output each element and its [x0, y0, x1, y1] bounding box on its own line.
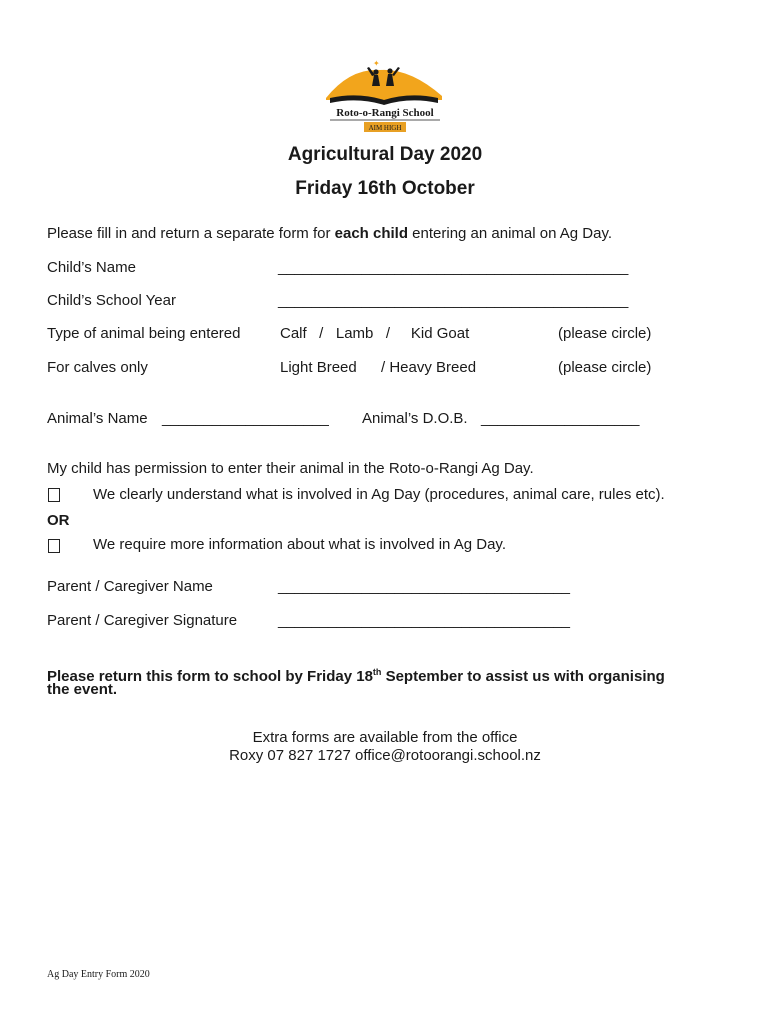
return-note-line1 — [47, 663, 665, 686]
more-info-option-text: We require more information about what is involved in Ag Day. — [93, 536, 506, 553]
breed-heavy-option[interactable]: / Heavy Breed — [381, 359, 477, 376]
child-name-field[interactable]: __________________________________________ — [278, 259, 629, 276]
contact-line1: Extra forms are available from the office — [252, 729, 518, 746]
return-note-sup: th — [372, 667, 382, 677]
parent-signature-field[interactable]: ___________________________________ — [278, 612, 570, 629]
permission-statement: My child has permission to enter their animal in the Roto-o-Rangi Ag Day. — [47, 460, 534, 477]
page-title: Agricultural Day 2020 — [287, 144, 483, 165]
animal-name-label: Animal’s Name — [47, 410, 148, 427]
logo-hills — [326, 70, 442, 100]
understand-option-text: We clearly understand what is involved in Ag Day (procedures, animal care, rules etc). — [93, 486, 665, 503]
intro-emphasis: each child — [334, 225, 409, 242]
intro-before: Please fill in and return a separate form for — [47, 225, 335, 242]
return-note-part2: September to assist us with organising — [381, 668, 665, 685]
page-subtitle: Friday 16th October — [295, 178, 475, 199]
return-note-part1: Please return this form to school by Friday 18 — [47, 668, 373, 685]
school-year-label: Child’s School Year — [47, 292, 176, 309]
return-note-line2: the event. — [47, 681, 118, 698]
dob-field[interactable]: ___________________ — [481, 410, 640, 427]
school-logo — [320, 58, 450, 136]
more-info-checkbox[interactable] — [48, 539, 60, 553]
animal-type-label: Type of animal being entered — [47, 325, 241, 342]
child-name-label: Child’s Name — [47, 259, 136, 276]
logo-school-name: Roto-o-Rangi School — [336, 107, 434, 119]
animal-type-options[interactable]: Calf / Lamb / Kid Goat — [280, 325, 470, 342]
contact-line2: Roxy 07 827 1727 office@rotoorangi.school.nz — [229, 747, 541, 764]
school-year-field[interactable]: __________________________________________ — [278, 292, 629, 309]
parent-name-field[interactable]: ___________________________________ — [278, 578, 570, 595]
dob-label: Animal’s D.O.B. — [362, 410, 468, 427]
calves-label: For calves only — [47, 359, 148, 376]
understand-checkbox[interactable] — [48, 488, 60, 502]
parent-signature-label: Parent / Caregiver Signature — [47, 612, 238, 629]
animal-name-field[interactable]: ____________________ — [162, 410, 329, 427]
logo-motto: AIM HIGH — [368, 124, 402, 132]
footer-label: Ag Day Entry Form 2020 — [47, 969, 150, 980]
or-separator: OR — [47, 512, 70, 529]
animal-type-circle-note: (please circle) — [558, 325, 652, 342]
parent-name-label: Parent / Caregiver Name — [47, 578, 213, 595]
breed-circle-note: (please circle) — [558, 359, 652, 376]
intro-after: entering an animal on Ag Day. — [408, 225, 613, 242]
intro-text — [47, 225, 612, 243]
breed-light-option[interactable]: Light Breed — [280, 359, 357, 376]
logo-star: ✦ — [373, 59, 380, 68]
